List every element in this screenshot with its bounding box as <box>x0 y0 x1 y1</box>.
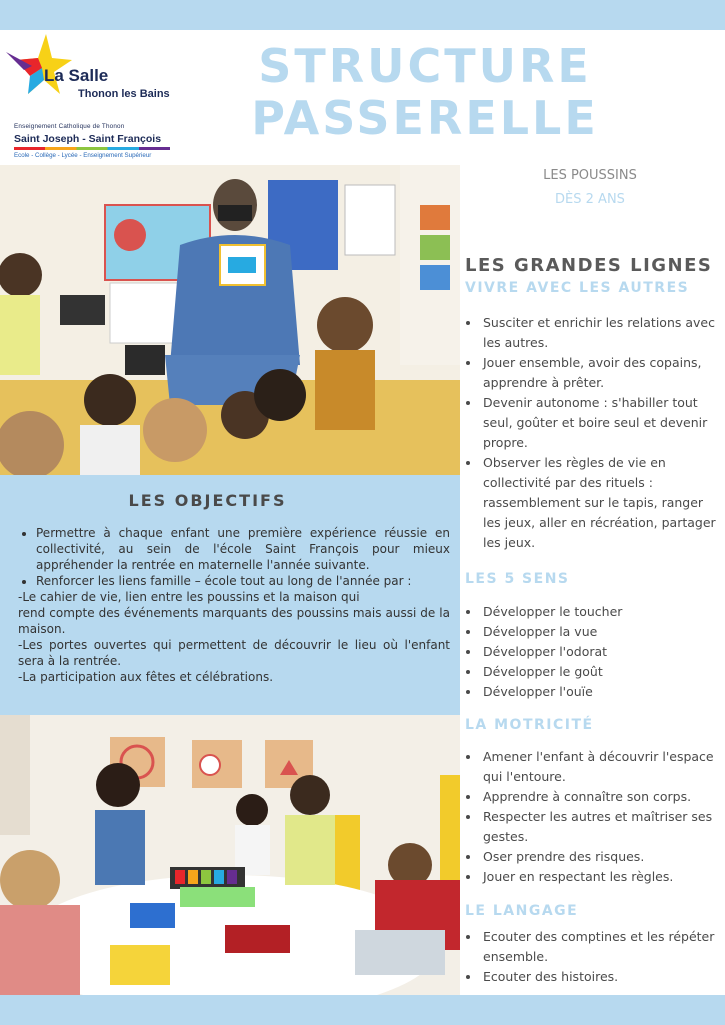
objective-item: • Permettre à chaque enfant une première expérience réussie en collectivité, au sein de l'école Saint François pour mieux appréhender la rentrée en maternelle l'année suivante. <box>36 525 450 573</box>
objectives-section <box>0 475 460 715</box>
list-sens <box>465 602 721 702</box>
logo-city: Thonon les Bains <box>78 88 170 100</box>
list-motricite <box>465 747 721 887</box>
photo-music-activity <box>0 715 460 995</box>
list-item: • Susciter et enrichir les relations avec les autres. <box>481 313 721 353</box>
list-item: • Observer les règles de vie en collectivité par des rituels : rassemblement sur le tapis, ranger les jeux, aller en récréation, partager les jeux. <box>481 453 721 553</box>
section-title-langage: LE LANGAGE <box>465 903 579 919</box>
list-item: • Développer la vue <box>481 622 721 642</box>
objective-line: -Les portes ouvertes qui permettent de découvrir le lieu où l'enfant sera à la rentrée. <box>18 638 450 668</box>
title-line-1: STRUCTURE <box>258 39 592 93</box>
logo-brand: La Salle <box>44 66 109 85</box>
list-item: • Amener l'enfant à découvrir l'espace qui l'entoure. <box>481 747 721 787</box>
grandes-lignes-heading: LES GRANDES LIGNES <box>465 255 713 276</box>
objective-line: rend compte des événements marquants des poussins mais aussi de la maison. <box>18 606 450 636</box>
objective-line: -Le cahier de vie, lien entre les poussins et la maison qui <box>18 590 360 604</box>
logo-color-bar <box>14 147 170 150</box>
list-item: • Ecouter des comptines et les répéter ensemble. <box>481 927 721 967</box>
list-langage <box>465 927 721 987</box>
photo-storytime <box>0 165 460 475</box>
list-item: • Développer l'ouïe <box>481 682 721 702</box>
list-item: • Jouer en respectant les règles. <box>481 867 721 887</box>
objective-item: • Renforcer les liens famille – école tout au long de l'année par : <box>36 573 450 589</box>
list-item: • Développer le goût <box>481 662 721 682</box>
top-band <box>0 0 725 30</box>
logo-school-name: Saint Joseph - Saint François <box>14 133 162 145</box>
list-item: • Développer le toucher <box>481 602 721 622</box>
bottom-band <box>0 995 725 1025</box>
list-item: • Jouer ensemble, avoir des copains, apprendre à prêter. <box>481 353 721 393</box>
list-item: • Apprendre à connaître son corps. <box>481 787 721 807</box>
logo-tagline: Enseignement Catholique de Thonon <box>14 123 125 130</box>
list-item: • Développer l'odorat <box>481 642 721 662</box>
age-label: DÈS 2 ANS <box>555 192 625 207</box>
page-title <box>225 40 625 144</box>
list-item: • Ecouter des histoires. <box>481 967 721 987</box>
section-title-sens: LES 5 SENS <box>465 571 570 587</box>
list-item: • Respecter les autres et maîtriser ses gestes. <box>481 807 721 847</box>
section-title-motricite: LA MOTRICITÉ <box>465 717 594 733</box>
list-item: • Devenir autonome : s'habiller tout seul, goûter et boire seul et devenir propre. <box>481 393 721 453</box>
list-vivre <box>465 313 721 553</box>
group-name: LES POUSSINS <box>543 168 637 183</box>
objectives-heading: LES OBJECTIFS <box>128 491 287 510</box>
title-line-2: PASSERELLE <box>251 91 599 145</box>
objective-line: -La participation aux fêtes et célébrations. <box>18 670 274 684</box>
list-item: • Oser prendre des risques. <box>481 847 721 867</box>
objectives-list <box>18 525 450 589</box>
school-logo <box>0 30 185 165</box>
logo-levels: Ecole - Collège - Lycée - Enseignement Supérieur <box>14 152 152 159</box>
objectives-body <box>18 525 450 685</box>
section-title-vivre: VIVRE AVEC LES AUTRES <box>465 280 690 296</box>
